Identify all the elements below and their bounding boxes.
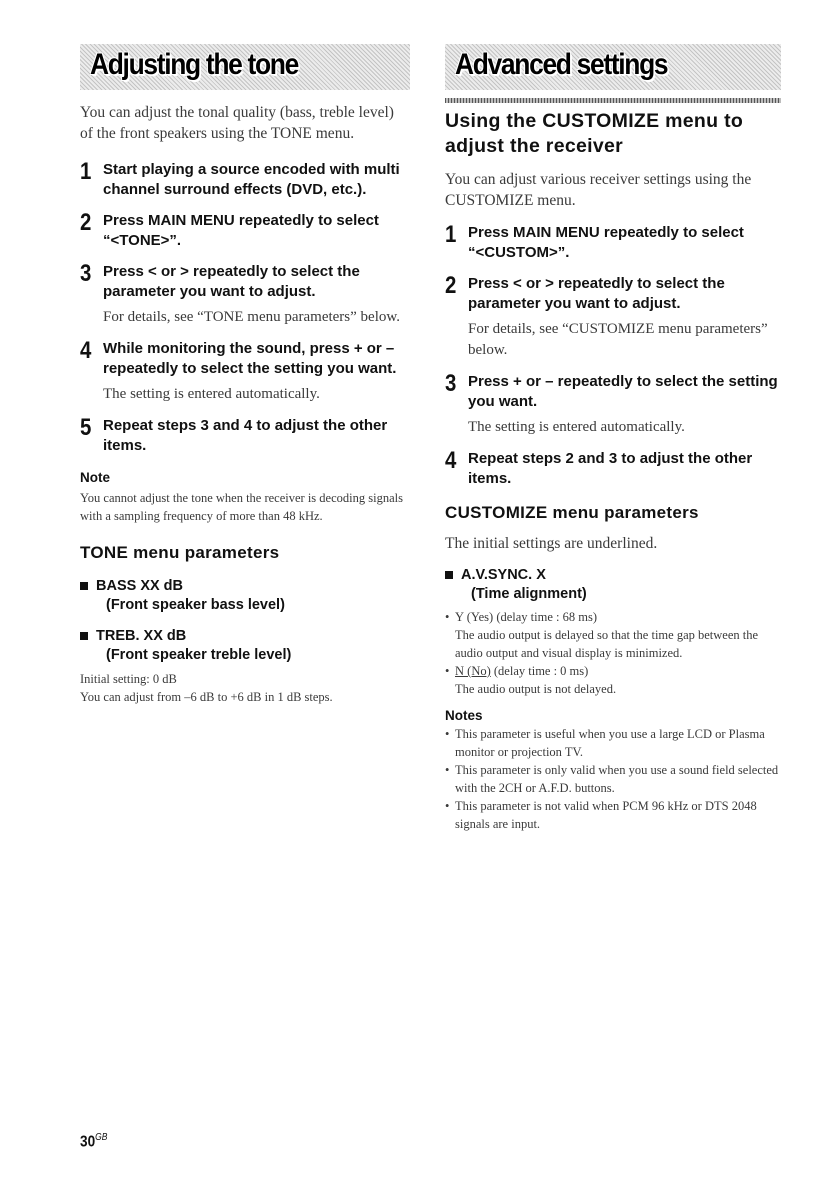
param-subtitle: (Front speaker treble level) <box>106 647 292 663</box>
option-label <box>455 662 616 680</box>
square-bullet-icon <box>80 582 88 590</box>
customize-heading: Using the CUSTOMIZE menu to adjust the receiver <box>445 110 744 157</box>
section-tab-title: Adjusting the tone <box>90 48 298 81</box>
step-title: Repeat steps 3 and 4 to adjust the other items. <box>103 417 388 454</box>
note-text: This parameter is useful when you use a large LCD or Plasma monitor or projection TV. <box>455 727 765 759</box>
step-title: While monitoring the sound, press + or – repeatedly to select the setting you want. <box>103 340 397 377</box>
bullet-dot-icon: • <box>445 664 450 678</box>
step-1 <box>80 160 410 200</box>
bullet-dot-icon: • <box>445 727 450 741</box>
page-number <box>80 1132 107 1151</box>
param-subtitle: (Time alignment) <box>471 586 587 602</box>
bullet-dot-icon: • <box>445 610 450 624</box>
step-number: 1 <box>80 158 92 185</box>
bullet-dot-icon: • <box>445 763 450 777</box>
bullet-dot-icon: • <box>445 799 450 813</box>
step-title: Press MAIN MENU repeatedly to select “<TONE>”. <box>103 212 379 249</box>
page-number-suffix: GB <box>95 1132 108 1143</box>
param-treble <box>80 627 410 665</box>
note-item <box>445 797 781 833</box>
section-tab-advanced-settings <box>445 44 781 90</box>
step-title: Press < or > repeatedly to select the parameter you want to adjust. <box>103 263 360 300</box>
step-description: For details, see “CUSTOMIZE menu parameters” below. <box>468 321 768 358</box>
step-title: Press < or > repeatedly to select the parameter you want to adjust. <box>468 275 725 312</box>
note-item <box>445 761 781 797</box>
page-number-value: 30 <box>80 1133 96 1151</box>
initial-setting-text: Initial setting: 0 dB <box>80 672 177 686</box>
option-description: The audio output is not delayed. <box>455 682 617 696</box>
step-number: 1 <box>445 221 457 248</box>
note-text: This parameter is only valid when you use a sound field selected with the 2CH or A.F.D. buttons. <box>455 763 779 795</box>
step-5 <box>80 416 410 456</box>
intro-text: You can adjust various receiver settings using the CUSTOMIZE menu. <box>445 171 752 209</box>
step-title: Press + or – repeatedly to select the setting you want. <box>468 373 778 410</box>
right-column <box>445 44 781 833</box>
step-description: The setting is entered automatically. <box>103 386 320 402</box>
note-item <box>445 725 781 761</box>
option-yes <box>445 608 781 662</box>
step-1 <box>445 223 781 263</box>
step-title: Press MAIN MENU repeatedly to select “<CUSTOM>”. <box>468 224 744 261</box>
step-3 <box>80 262 410 328</box>
step-number: 2 <box>80 209 92 236</box>
note-text: This parameter is not valid when PCM 96 kHz or DTS 2048 signals are input. <box>455 799 757 831</box>
dotted-rule <box>445 98 781 103</box>
adjust-range-text: You can adjust from –6 dB to +6 dB in 1 dB steps. <box>80 690 333 704</box>
step-2 <box>445 274 781 361</box>
step-number: 3 <box>80 260 92 287</box>
step-4 <box>80 339 410 405</box>
step-number: 2 <box>445 272 457 299</box>
customize-params-heading: CUSTOMIZE menu parameters <box>445 503 699 522</box>
note-text: You cannot adjust the tone when the receiver is decoding signals with a sampling frequency of more than 48 kHz. <box>80 491 403 523</box>
option-label-rest: (delay time : 0 ms) <box>490 664 589 678</box>
step-title: Start playing a source encoded with multi channel surround effects (DVD, etc.). <box>103 161 400 198</box>
param-name: TREB. XX dB <box>96 628 187 644</box>
square-bullet-icon <box>80 632 88 640</box>
param-bass <box>80 577 410 615</box>
step-description: The setting is entered automatically. <box>468 419 685 435</box>
step-number: 3 <box>445 370 457 397</box>
step-3 <box>445 372 781 438</box>
param-av-sync <box>445 566 781 604</box>
step-title: Repeat steps 2 and 3 to adjust the other items. <box>468 450 753 487</box>
left-column <box>80 44 410 706</box>
default-option: N (No) <box>455 664 491 678</box>
option-no <box>445 662 781 698</box>
param-name: A.V.SYNC. X <box>461 567 546 583</box>
option-label: Y (Yes) (delay time : 68 ms) <box>455 610 597 624</box>
step-number: 4 <box>80 337 92 364</box>
param-name: BASS XX dB <box>96 578 184 594</box>
notes-heading: Notes <box>445 708 483 723</box>
intro-text: You can adjust the tonal quality (bass, treble level) of the front speakers using the TONE menu. <box>80 104 394 142</box>
step-2 <box>80 211 410 251</box>
step-number: 4 <box>445 447 457 474</box>
step-4 <box>445 449 781 489</box>
note-heading: Note <box>80 470 110 485</box>
params-intro: The initial settings are underlined. <box>445 535 658 552</box>
step-description: For details, see “TONE menu parameters” below. <box>103 309 400 325</box>
tone-params-heading: TONE menu parameters <box>80 543 280 562</box>
square-bullet-icon <box>445 571 453 579</box>
step-number: 5 <box>80 414 92 441</box>
option-description: The audio output is delayed so that the time gap between the audio output and visual display is minimized. <box>455 628 759 660</box>
section-tab-adjusting-tone <box>80 44 410 90</box>
param-subtitle: (Front speaker bass level) <box>106 597 285 613</box>
section-tab-title: Advanced settings <box>455 48 668 81</box>
